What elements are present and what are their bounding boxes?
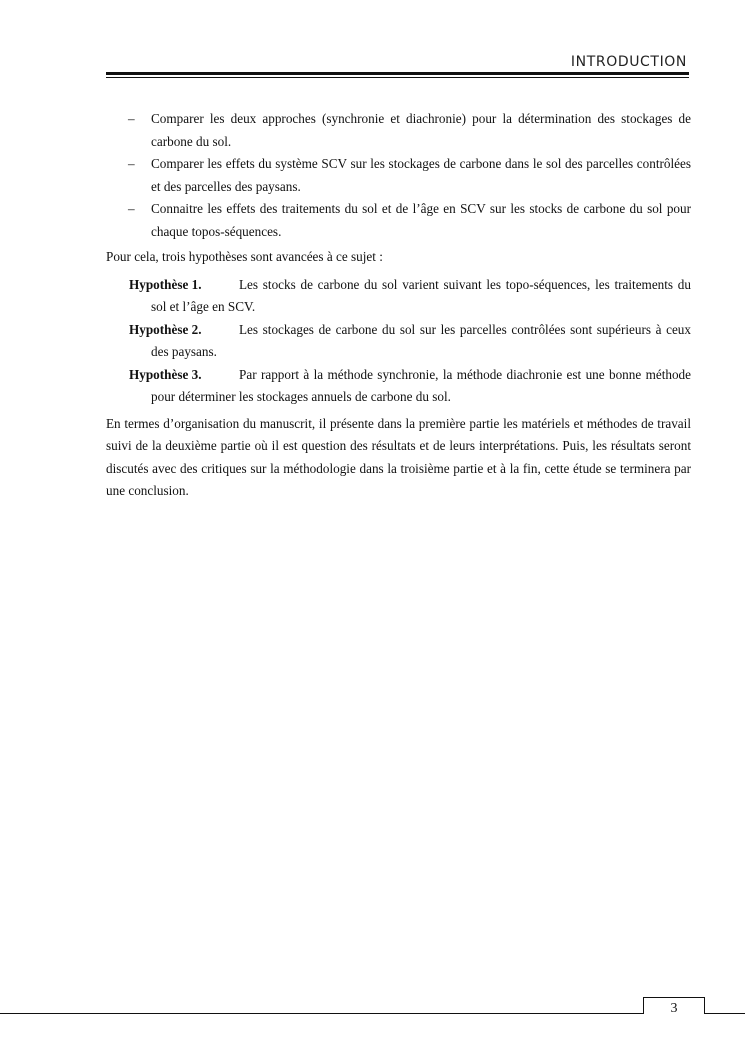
objective-item <box>106 108 691 153</box>
hypotheses-list <box>106 274 691 409</box>
dash-bullet: – <box>128 156 135 171</box>
hypothesis-label: Hypothèse 2. <box>129 321 202 337</box>
objective-text: Connaitre les effets des traitements du sol et de l’âge en SCV sur les stocks de carbone du sol pour chaque topos-séquences. <box>151 201 691 239</box>
hypothesis-label: Hypothèse 1. <box>129 276 202 292</box>
objective-text: Comparer les effets du système SCV sur les stockages de carbone dans le sol des parcelles contrôlées et des parcelles des paysans. <box>151 156 691 194</box>
objectives-list <box>106 108 691 243</box>
page-header-title: INTRODUCTION <box>570 54 687 70</box>
dash-bullet: – <box>128 111 135 126</box>
objective-item <box>106 198 691 243</box>
objective-item <box>106 153 691 198</box>
hypothesis-item <box>106 274 691 319</box>
page-number: 3 <box>670 1001 678 1016</box>
header-rule-thin <box>106 77 689 78</box>
page-body <box>106 108 691 503</box>
hypothesis-text: Les stocks de carbone du sol varient suivant les topo-séquences, les traitements du sol et l’âge en SCV. <box>151 276 691 314</box>
dash-bullet: – <box>128 201 135 216</box>
footer-rule <box>0 1013 745 1014</box>
header-rule-thick <box>106 72 689 75</box>
hypothesis-label: Hypothèse 3. <box>129 366 202 382</box>
page-number-box <box>643 997 705 1014</box>
hypothesis-text: Les stockages de carbone du sol sur les parcelles contrôlées sont supérieurs à ceux des paysans. <box>151 321 691 359</box>
organisation-paragraph: En termes d’organisation du manuscrit, il présente dans la première partie les matériels et méthodes de travail suivi de la deuxième partie où il est question des résultats et de leurs interprétations. Puis, les résultats seront discutés avec des critiques sur la méthodologie dans la troisième partie et à la fin, cette étude se terminera par une conclusion. <box>106 415 691 498</box>
hypothesis-item <box>106 319 691 364</box>
objective-text: Comparer les deux approches (synchronie et diachronie) pour la détermination des stockages de carbone du sol. <box>151 111 691 149</box>
hypothesis-text: Par rapport à la méthode synchronie, la méthode diachronie est une bonne méthode pour déterminer les stockages annuels de carbone du sol. <box>151 366 691 404</box>
hypotheses-intro: Pour cela, trois hypothèses sont avancées à ce sujet : <box>106 249 383 264</box>
hypothesis-item <box>106 364 691 409</box>
